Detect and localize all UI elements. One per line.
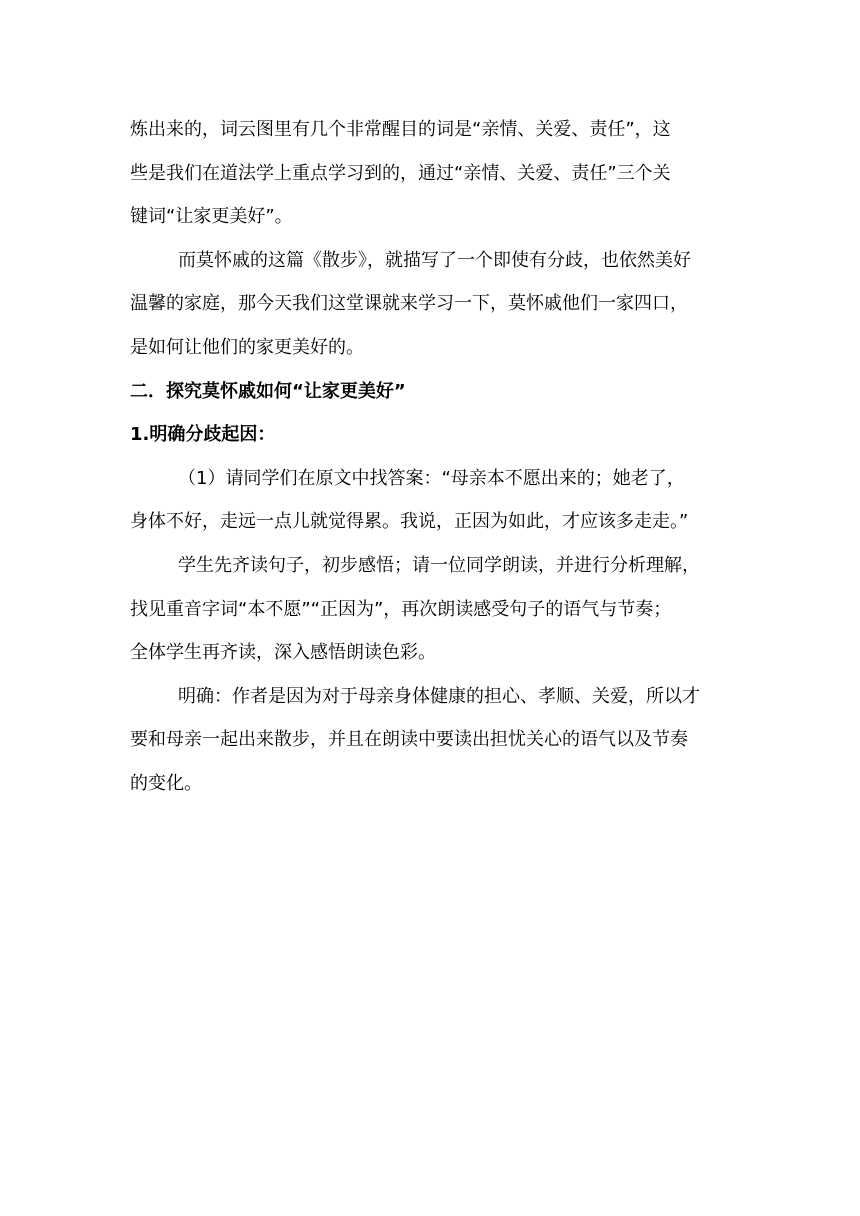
text-line: 学生先齐读句子，初步感悟；请一位同学朗读，并进行分析理解， [178, 554, 700, 576]
text-line: 炼出来的，词云图里有几个非常醒目的词是“亲情、关爱、责任”，这 [130, 119, 671, 140]
paragraph-conclusion [130, 675, 736, 806]
text-line: 全体学生再齐读，深入感悟朗读色彩。 [130, 642, 436, 664]
text-line: 是如何让他们的家更美好的。 [130, 336, 364, 358]
text-line: 身体不好，走远一点儿就觉得累。我说，正因为如此，才应该多走走。” [130, 511, 689, 533]
text-line: 明确：作者是因为对于母亲身体健康的担心、孝顺、关爱，所以才 [178, 685, 700, 707]
text-line: 键词“让家更美好”。 [130, 206, 293, 228]
text-line: 找见重音字词“本不愿”“正因为”，再次朗读感受句子的语气与节奏； [130, 598, 672, 620]
text-line: 的变化。 [130, 772, 202, 794]
section-heading: 二．探究莫怀戚如何“让家更美好” [130, 380, 406, 402]
paragraph-intro-continuation [130, 108, 736, 239]
paragraph-intro-sanbu [130, 239, 736, 370]
text-line: 些是我们在道法学上重点学习到的，通过“亲情、关爱、责任”三个关 [130, 162, 671, 184]
document-body [130, 108, 736, 806]
text-line: 温馨的家庭，那今天我们这堂课就来学习一下，莫怀戚他们一家四口， [130, 293, 688, 315]
paragraph-reading-activity [130, 544, 736, 675]
text-line: 要和母亲一起出来散步，并且在朗读中要读出担忧关心的语气以及节奏 [130, 729, 688, 751]
text-line: （1）请同学们在原文中找答案：“母亲本不愿出来的；她老了， [178, 467, 685, 489]
paragraph-quote-task [130, 457, 736, 544]
subsection-heading: 1.明确分歧起因： [130, 424, 276, 446]
text-line: 而莫怀戚的这篇《散步》，就描写了一个即使有分歧，也依然美好 [178, 249, 691, 271]
